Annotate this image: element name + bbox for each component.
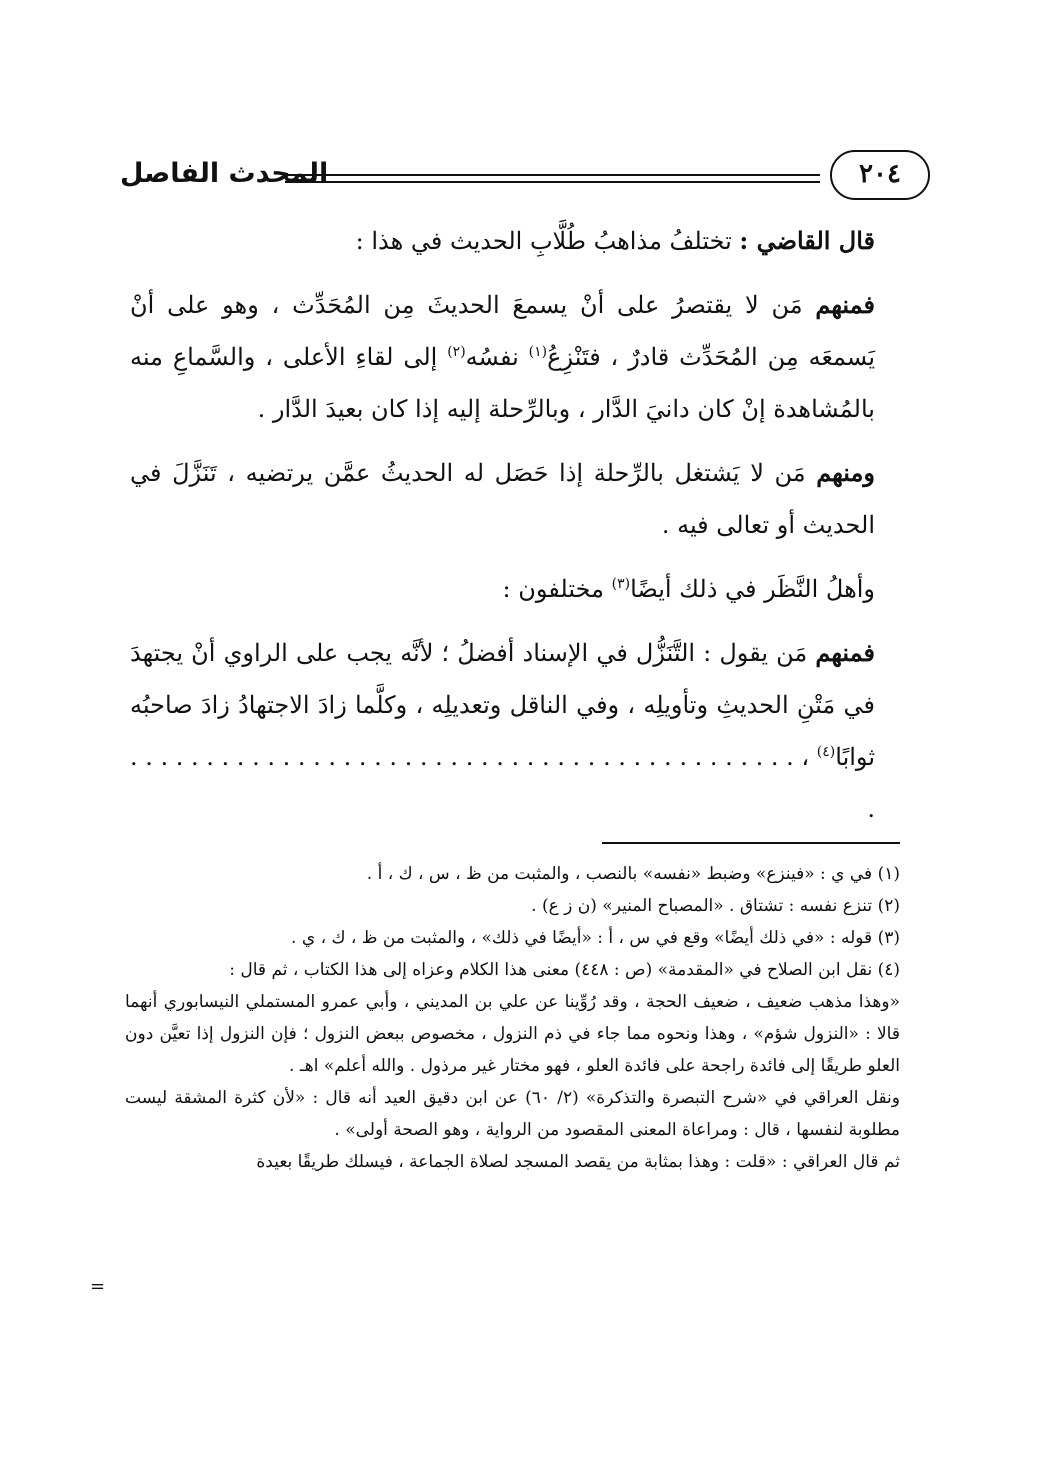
footnote-ref-3[interactable]: (٣) [611, 576, 631, 592]
footnote-4: (٤) نقل ابن الصلاح في «المقدمة» (ص : ٤٤٨) معنى هذا الكلام وعزاه إلى هذا الكتاب ، ثم قال : [229, 960, 900, 980]
page-header [120, 150, 930, 210]
paragraph-lead: فمنهم [815, 638, 875, 667]
footnote-4-quote: «وهذا مذهب ضعيف ، ضعيف الحجة ، وقد رُوِّينا عن علي بن المديني ، وأبي عمرو المستملي النيسابوري أنهما قالا : «النزول شؤم» ، وهذا ونحوه مما جاء في ذم النزول ، مخصوص ببعض النزول ؛ فإن النزول إذا تعيَّن دون العلو طريقًا إلى فائدة راجحة على فائدة العلو ، فهو مختار غير مرذول . والله أعلم» اهـ . [125, 992, 900, 1076]
footnote-3: (٣) قوله : «في ذلك أيضًا» وقع في س ، أ : «أيضًا في ذلك» ، والمثبت من ظ ، ك ، ي . [291, 928, 900, 948]
paragraph-text: وأهلُ النَّظَر في ذلك أيضًا [630, 575, 875, 603]
paragraph-text: مختلفون : [502, 575, 612, 603]
paragraph-text: نفسُه [465, 343, 529, 371]
page-number: ٢٠٤ [830, 150, 930, 200]
footnote-4-iraqi: ونقل العراقي في «شرح التبصرة والتذكرة» (٢/ ٦٠) عن ابن دقيق العيد أنه قال : «لأن كثرة المشقة ليست مطلوبة لنفسها ، قال : ومراعاة المعنى المقصود من الرواية ، وهو الصحة أولى» . [125, 1088, 900, 1140]
footnote-separator [602, 842, 900, 844]
continuation-mark: = [90, 1276, 106, 1297]
footnote-ref-1[interactable]: (١) [528, 344, 548, 360]
footnote-4-continued: ثم قال العراقي : «قلت : وهذا بمثابة من يقصد المسجد لصلاة الجماعة ، فيسلك طريقًا بعيدة [256, 1152, 900, 1172]
paragraph-lead: ومنهم [816, 458, 875, 487]
footnote-ref-4[interactable]: (٤) [816, 744, 836, 760]
paragraph-text: إلى لقاءِ الأعلى ، والسَّماعِ منه بالمُشاهدة إنْ كان دانيَ الدَّار ، وبالرِّحلة إليه إذا كان بعيدَ الدَّار . [130, 343, 875, 423]
paragraph-text: مَن يقول : التَّنَزُّل في الإسناد أفضلُ ؛ لأنَّه يجب على الراوي أنْ يجتهدَ في مَتْنِ الحديثِ وتأويلِه ، وفي الناقل وتعديلِه ، وكلَّما زادَ الاجتهادُ زادَ صاحبُه ثوابًا [130, 639, 876, 771]
footnote-1: (١) في ي : «فينزع» وضبط «نفسه» بالنصب ، والمثبت من ظ ، س ، ك ، أ . [366, 864, 900, 884]
continuation-dots: . . . . . . . . . . . . . . . . . . . . . . . . . . . . . . . . . . . . . . . . . . . . . [130, 743, 875, 823]
paragraph-lead: فمنهم [815, 290, 875, 319]
header-rule [285, 174, 820, 176]
paragraph-4 [130, 563, 875, 615]
paragraph-text: مَن لا يَشتغل بالرِّحلة إذا حَصَل له الحديثُ عمَّن يرتضيه ، تَنَزَّلَ في الحديث أو تعالى فيه . [130, 459, 875, 539]
running-title: المحدث الفاصل [120, 158, 329, 189]
paragraph-5 [130, 627, 875, 835]
paragraph-1 [130, 215, 875, 267]
footnotes [125, 858, 900, 1178]
footnote-2: (٢) تنزع نفسه : تشتاق . «المصباح المنير» (ن ز ع) . [531, 896, 900, 916]
paragraph-text: مَن لا يقتصرُ على أنْ يسمعَ الحديثَ مِن المُحَدِّث ، وهو على أنْ يَسمعَه مِن المُحَدِّث قادرٌ ، فتَنْزِعُ [130, 291, 875, 371]
header-rule-second [285, 181, 820, 183]
paragraph-2 [130, 279, 875, 435]
paragraph-text: تختلفُ مذاهبُ طُلَّابِ الحديث في هذا : [355, 227, 740, 255]
paragraph-text: ، [801, 743, 817, 771]
main-text [130, 215, 875, 847]
paragraph-lead: قال القاضي : [739, 226, 875, 255]
paragraph-3 [130, 447, 875, 551]
footnote-ref-2[interactable]: (٢) [447, 344, 466, 360]
